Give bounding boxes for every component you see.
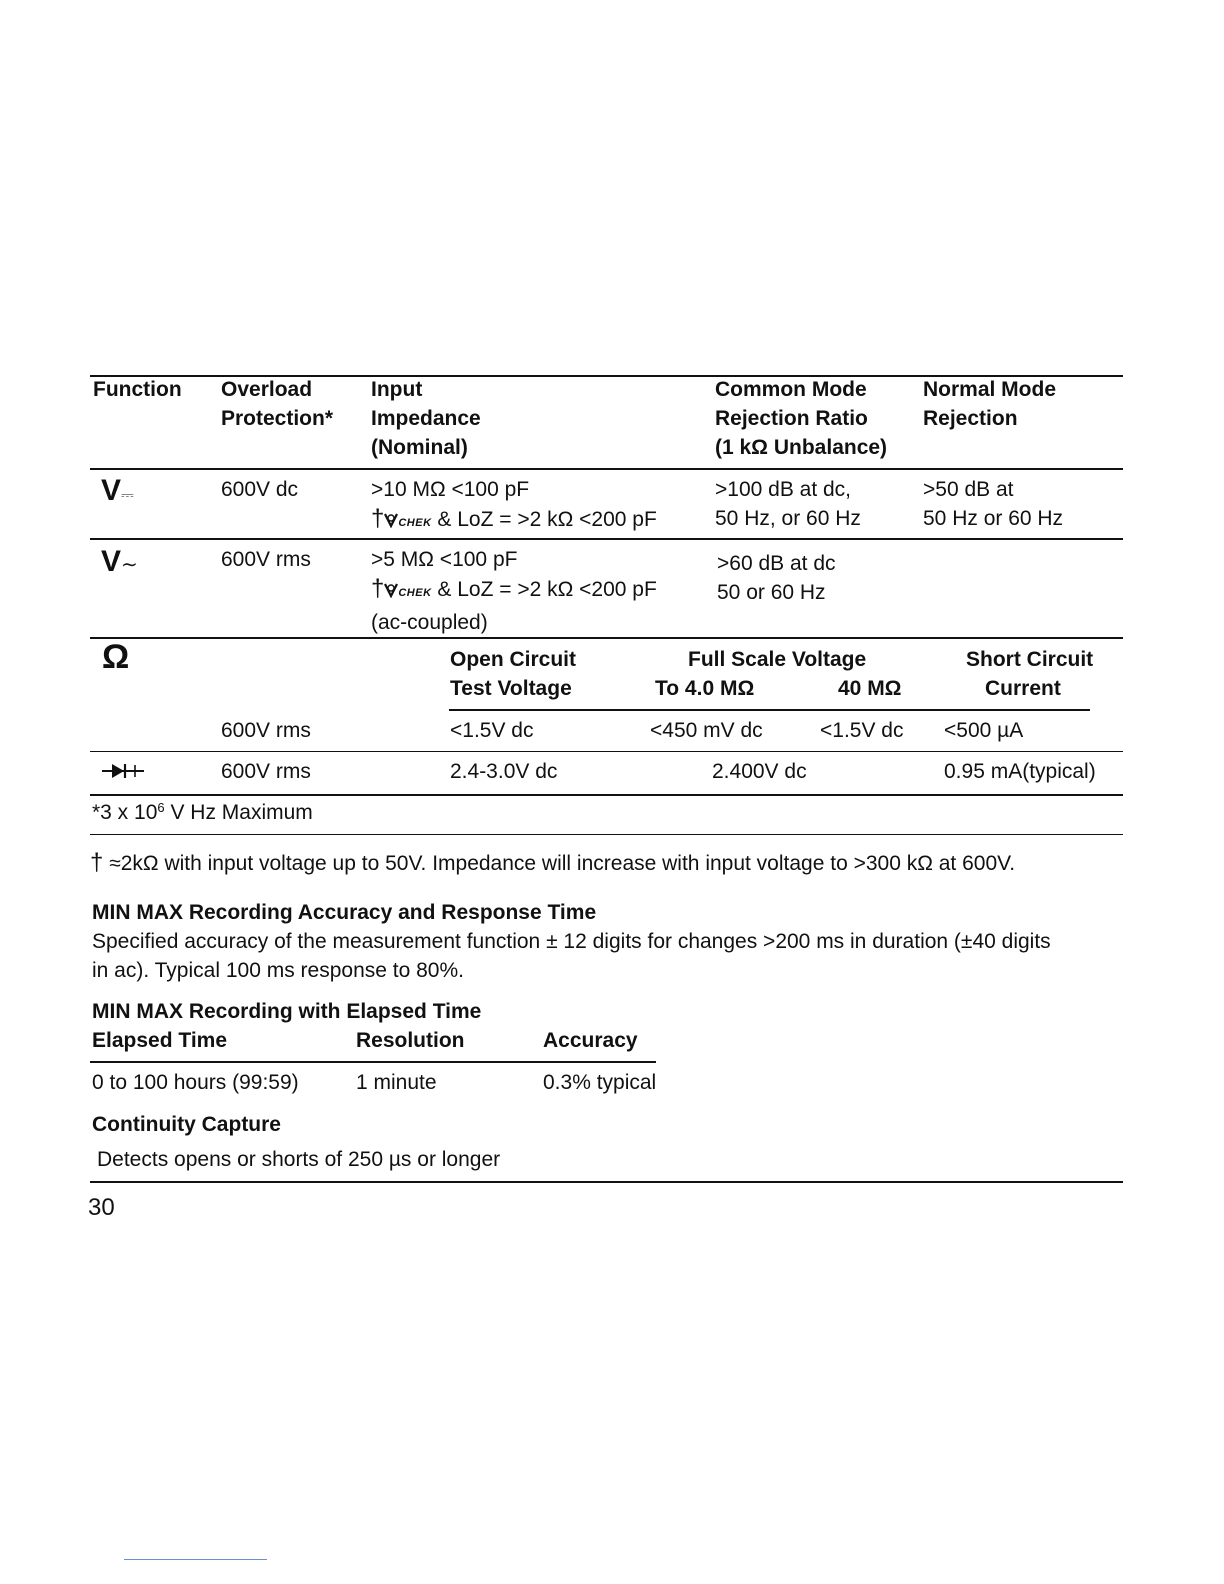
page-number: 30 <box>88 1194 115 1221</box>
vdc-impedance: >10 MΩ <100 pF † CHEK & LoZ = >2 kΩ <200 pF <box>371 478 657 532</box>
diode-symbol <box>100 760 146 788</box>
ohm-symbol: Ω <box>102 638 130 676</box>
minmax-accuracy-title: MIN MAX Recording Accuracy and Response Time <box>92 901 597 924</box>
ohm-fs-4: <450 mV dc <box>650 719 763 742</box>
minmax-accuracy-body: Specified accuracy of the measurement function ± 12 digits for changes >200 ms in duration (±40 digits in ac). Typical 100 ms response to 80%. <box>92 930 1051 982</box>
ohm-fs-40: <1.5V dc <box>820 719 904 742</box>
page-bottom-rule <box>90 1181 1123 1183</box>
bottom-decorative-rule <box>124 1559 267 1560</box>
header-nmr: Normal Mode Rejection <box>923 378 1057 430</box>
ohm-header-short-circuit: Short Circuit <box>966 648 1094 671</box>
elapsed-cell-resolution: 1 minute <box>356 1071 437 1094</box>
vdc-nmr: >50 dB at 50 Hz or 60 Hz <box>923 478 1064 530</box>
vdc-cmrr: >100 dB at dc, 50 Hz, or 60 Hz <box>715 478 861 530</box>
ohm-open-voltage: <1.5V dc <box>450 719 534 742</box>
vac-impedance: >5 MΩ <100 pF † CHEK & LoZ = >2 kΩ <200 pF (ac-coupled) <box>371 548 657 634</box>
header-rule <box>90 468 1123 470</box>
elapsed-header-resolution: Resolution <box>356 1029 465 1052</box>
vdc-overload: 600V dc <box>221 478 299 501</box>
vdc-rule <box>90 538 1123 540</box>
header-function: Function <box>93 378 182 401</box>
ohm-overload: 600V rms <box>221 719 311 742</box>
vdc-symbol: V⎓ <box>101 474 134 507</box>
diode-full-scale: 2.400V dc <box>712 760 807 783</box>
ohm-header-current: Current <box>985 677 1061 700</box>
vac-cmrr: >60 dB at dc 50 or 60 Hz <box>717 552 836 604</box>
vac-rule <box>90 637 1123 639</box>
vac-overload: 600V rms <box>221 548 311 571</box>
ohm-header-open-circuit: Open Circuit Test Voltage <box>450 648 577 700</box>
header-input-impedance: Input Impedance (Nominal) <box>371 378 481 459</box>
diode-rule <box>90 794 1123 796</box>
ohm-short-current: <500 µA <box>944 719 1024 742</box>
vchek-icon <box>384 512 398 528</box>
dagger-icon: † <box>90 849 104 876</box>
elapsed-cell-accuracy: 0.3% typical <box>543 1071 657 1094</box>
header-overload: Overload Protection* <box>221 378 334 430</box>
diode-short-current: 0.95 mA(typical) <box>944 760 1096 783</box>
elapsed-header-time: Elapsed Time <box>92 1029 228 1052</box>
minmax-elapsed-title: MIN MAX Recording with Elapsed Time <box>92 1000 482 1023</box>
elapsed-cell-time: 0 to 100 hours (99:59) <box>92 1071 299 1094</box>
diode-open-voltage: 2.4-3.0V dc <box>450 760 558 783</box>
ohm-subheader-rule <box>449 709 1090 711</box>
dagger-note: † ≈2kΩ with input voltage up to 50V. Impedance will increase with input voltage to >300 kΩ at 600V. <box>90 849 1016 876</box>
table-footnote: *3 x $10^6$ V Hz Maximum <box>92 800 313 824</box>
dagger-icon: † <box>371 575 385 602</box>
diode-icon <box>100 760 146 782</box>
diode-overload: 600V rms <box>221 760 311 783</box>
continuity-title: Continuity Capture <box>92 1113 281 1136</box>
elapsed-header-accuracy: Accuracy <box>543 1029 638 1052</box>
ohm-header-to-40: 40 MΩ <box>838 677 902 700</box>
vac-symbol: V∼ <box>101 545 138 578</box>
ohm-header-full-scale: Full Scale Voltage <box>688 648 867 671</box>
ohm-header-to-4: To 4.0 MΩ <box>655 677 755 700</box>
ohm-rule <box>90 751 1123 752</box>
table-bottom-rule <box>90 834 1123 835</box>
dagger-icon: † <box>371 505 385 532</box>
elapsed-header-rule <box>90 1061 656 1063</box>
header-cmrr: Common Mode Rejection Ratio (1 kΩ Unbalance) <box>715 378 888 459</box>
vchek-icon <box>384 582 398 598</box>
continuity-text: Detects opens or shorts of 250 µs or longer <box>97 1148 501 1171</box>
